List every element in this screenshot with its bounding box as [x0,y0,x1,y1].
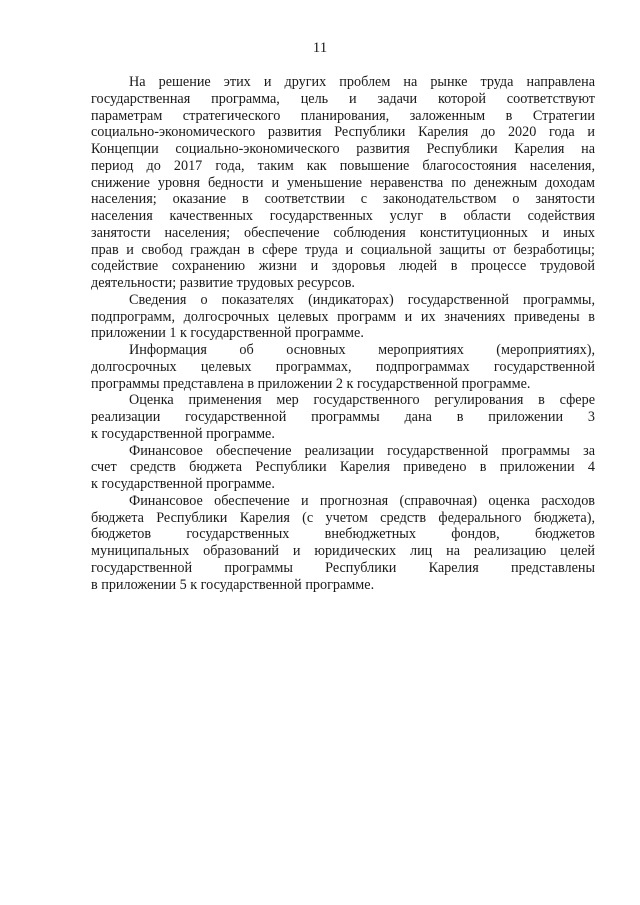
paragraph-line: Концепции социально-экономического развития Республики Карелия на [91,141,595,157]
paragraph-line: занятости населения; обеспечение соблюдения конституционных и иных [91,224,595,241]
paragraph-line: государственной программы Республики Карелия представлены [91,559,595,576]
page-number: 11 [312,40,328,56]
paragraph-line: реализации государственной программы дана в приложении 3 [91,409,595,425]
paragraph-line: населения; оказание в соответствии с законодательством о занятости [91,191,595,208]
paragraph-line: программы представлена в приложении 2 к государственной программе. [91,375,531,392]
paragraph-line: муниципальных образований и юридических лиц на реализацию целей [91,543,595,559]
paragraph-line: бюджетов государственных внебюджетных фондов, бюджетов [91,526,595,543]
paragraph [91,342,595,392]
paragraph-line: Финансовое обеспечение реализации государственной программы за [129,442,595,459]
paragraph-line: период до 2017 года, таким как повышение благосостояния населения, [91,157,595,174]
paragraph-line: приложении 1 к государственной программе. [91,325,364,342]
paragraph-line: в приложении 5 к государственной программе. [91,576,375,593]
paragraph-line: Финансовое обеспечение и прогнозная (справочная) оценка расходов [129,492,595,509]
paragraph [91,392,595,442]
paragraph-line: прав и свобод граждан в сфере труда и социальной защиты от безработицы; [91,241,595,258]
paragraph [91,74,595,292]
paragraph [91,493,595,594]
paragraph-line: к государственной программе. [91,476,275,492]
paragraph-line: бюджета Республики Карелия (с учетом средств федерального бюджета), [91,509,595,526]
paragraph-line: Оценка применения мер государственного регулирования в сфере [129,392,595,409]
paragraph-line: параметрам стратегического планирования, заложенным в Стратегии [91,107,595,124]
paragraph-line: счет средств бюджета Республики Карелия приведено в приложении 4 [91,459,595,476]
paragraph-line: На решение этих и других проблем на рынке труда направлена [129,74,595,90]
paragraph-line: Сведения о показателях (индикаторах) государственной программы, [129,291,595,308]
paragraph-line: Информация об основных мероприятиях (мероприятиях), [129,342,595,358]
body-text [91,74,595,593]
paragraph-line: подпрограмм, долгосрочных целевых программ и их значениях приведены в [91,308,595,325]
paragraph-line: населения качественных государственных услуг в области содействия [91,208,595,224]
paragraph-line: снижение уровня бедности и уменьшение неравенства по денежным доходам [91,174,595,191]
paragraph-line: социально-экономического развития Республики Карелия до 2020 года и [91,124,595,141]
paragraph-line: государственная программа, цель и задачи которой соответствуют [91,90,595,107]
paragraph [91,443,595,493]
paragraph-line: деятельности; развитие трудовых ресурсов. [91,275,355,291]
paragraph [91,292,595,342]
paragraph-line: долгосрочных целевых программах, подпрограммах государственной [91,358,595,375]
paragraph-line: содействие сохранению жизни и здоровья людей в процессе трудовой [91,258,595,275]
paragraph-line: к государственной программе. [91,425,275,442]
